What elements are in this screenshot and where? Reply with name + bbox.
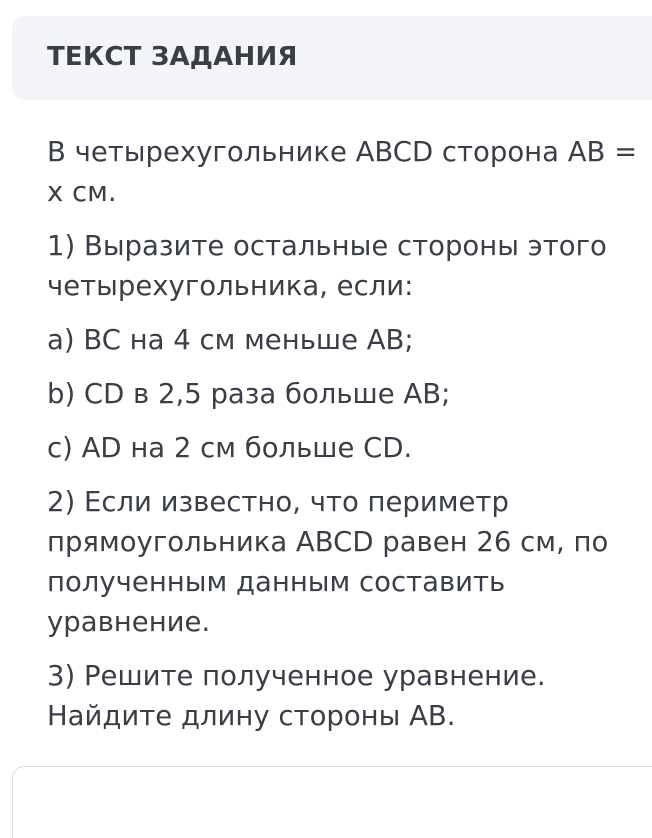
task-paragraph-intro: [47, 132, 637, 212]
task-paragraph-item-b: [47, 374, 637, 414]
task-line: В четырехугольнике ABCD сторона AB =: [47, 136, 638, 168]
task-line: уравнение.: [47, 606, 211, 638]
task-line: 3) Решите полученное уравнение.: [47, 660, 546, 692]
task-line: b) CD в 2,5 раза больше AB;: [47, 378, 451, 410]
task-line: Найдите длину стороны AB.: [47, 700, 456, 732]
task-header-card: [12, 16, 652, 100]
task-line: a) BC на 4 см меньше AB;: [47, 324, 414, 356]
task-line: прямоугольника ABCD равен 26 см, по: [47, 526, 609, 558]
task-paragraph-item-c: [47, 428, 637, 468]
task-line: 2) Если известно, что периметр: [47, 486, 509, 518]
answer-area[interactable]: [12, 766, 652, 838]
task-line: четырехугольника, если:: [47, 270, 414, 302]
task-paragraph-question-3: [47, 656, 637, 736]
task-line: c) AD на 2 см больше CD.: [47, 432, 413, 464]
task-header-title: ТЕКСТ ЗАДАНИЯ: [47, 42, 298, 72]
task-line: 1) Выразите остальные стороны этого: [47, 230, 607, 262]
task-paragraph-question-1: [47, 226, 637, 306]
task-line: x см.: [47, 176, 117, 208]
task-text: [47, 132, 637, 736]
task-line: полученным данным составить: [47, 566, 506, 598]
task-paragraph-item-a: [47, 320, 637, 360]
task-paragraph-question-2: [47, 482, 637, 642]
